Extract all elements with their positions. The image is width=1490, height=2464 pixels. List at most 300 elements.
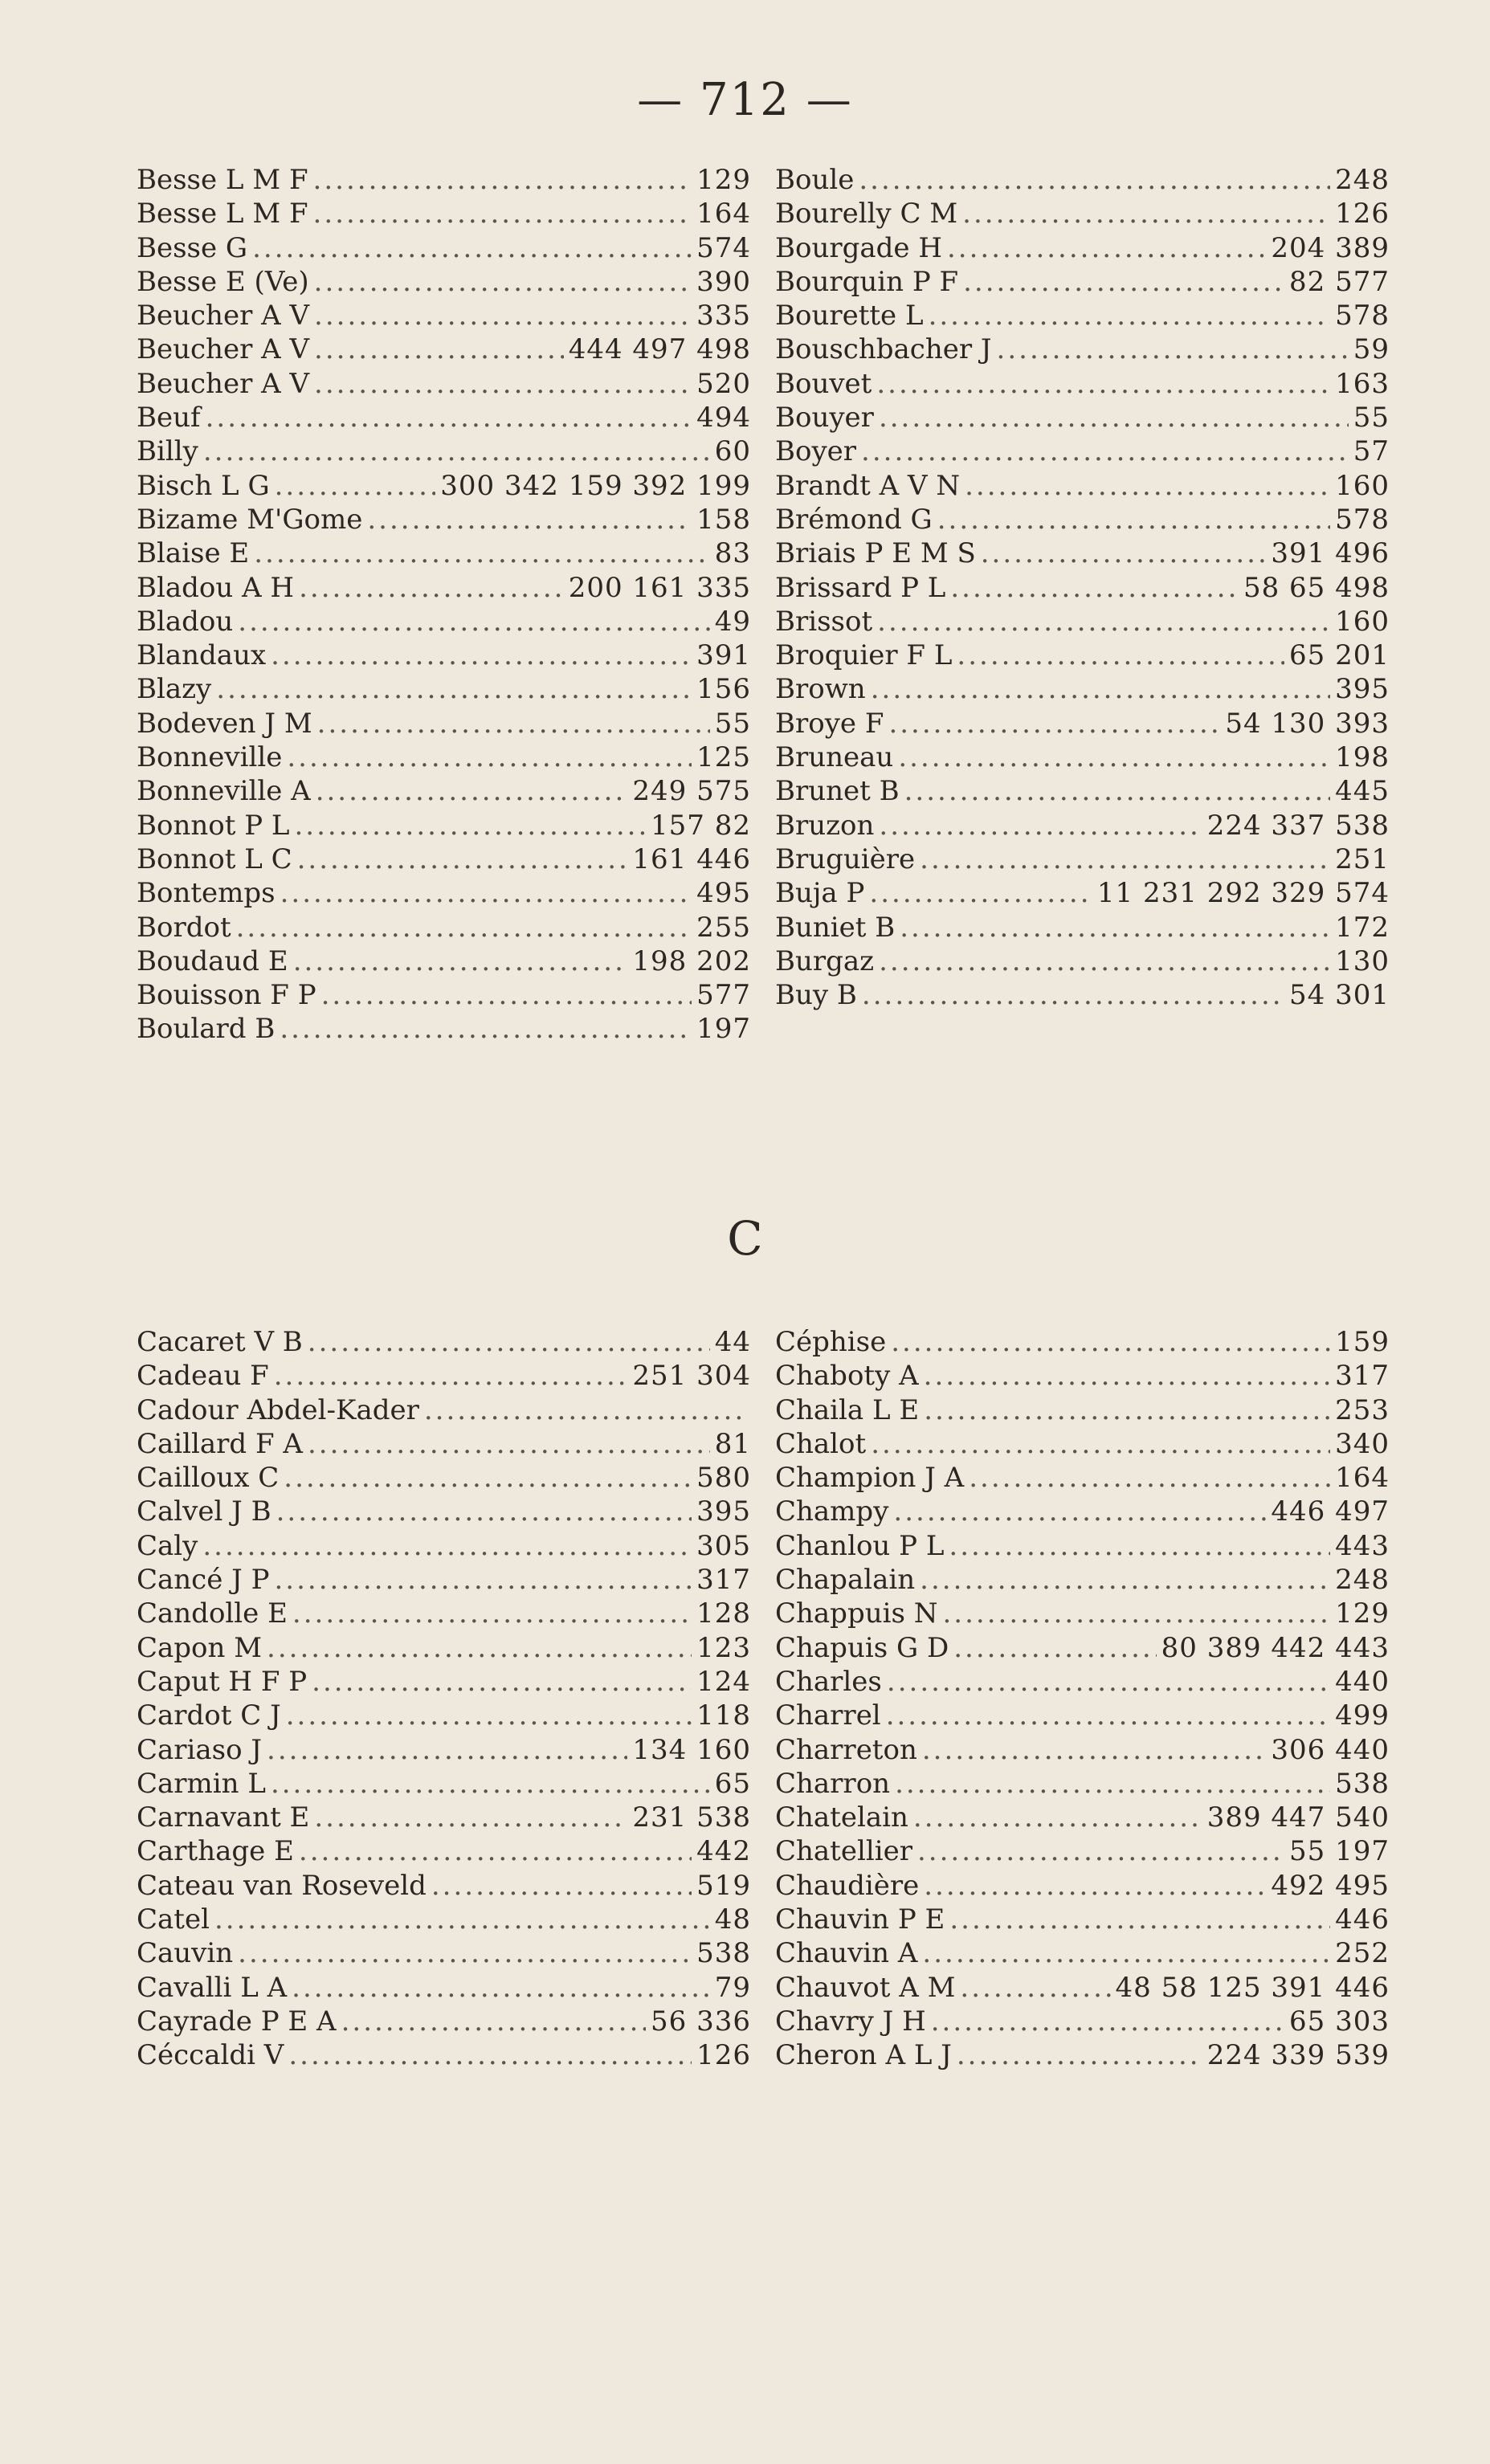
- entry-name: Boyer: [775, 435, 857, 468]
- entry-pages: 58 65 498: [1243, 571, 1390, 604]
- index-entry: [137, 469, 751, 503]
- entry-name: Besse G: [137, 231, 248, 264]
- dot-leader: [887, 1665, 1330, 1699]
- dot-leader: [957, 2038, 1202, 2072]
- dot-leader: [308, 1427, 710, 1461]
- entry-pages: 231 538: [632, 1801, 751, 1834]
- index-entry: [137, 809, 751, 842]
- entry-name: Capon M: [137, 1631, 263, 1664]
- index-entry: [137, 571, 751, 605]
- entry-pages: 252: [1335, 1937, 1390, 1970]
- dot-leader: [314, 1801, 627, 1834]
- index-entry: [137, 299, 751, 332]
- entry-name: Bouyer: [775, 402, 874, 434]
- entry-name: Boulard B: [137, 1013, 276, 1046]
- dot-leader: [963, 265, 1284, 299]
- entry-pages: 60: [714, 435, 751, 468]
- dot-leader: [252, 231, 692, 265]
- dot-leader: [900, 911, 1330, 944]
- entry-pages: 200 161 335: [568, 571, 751, 604]
- index-entry: [137, 740, 751, 774]
- index-entry: [775, 978, 1390, 1012]
- entry-name: Buniet B: [775, 911, 896, 944]
- dot-leader: [904, 774, 1330, 808]
- index-entry: [137, 1495, 751, 1528]
- dot-leader: [895, 1767, 1330, 1801]
- entry-name: Chalot: [775, 1427, 867, 1460]
- entry-name: Carnavant E: [137, 1801, 310, 1834]
- dot-leader: [917, 1834, 1284, 1868]
- entry-name: Charles: [775, 1665, 882, 1698]
- entry-name: Cadour Abdel-Kader: [137, 1393, 419, 1426]
- entry-name: Bonnot P L: [137, 809, 290, 842]
- dot-leader: [949, 1903, 1330, 1936]
- index-entry: [137, 944, 751, 978]
- entry-name: Céphise: [775, 1326, 887, 1358]
- dot-leader: [317, 707, 710, 740]
- entry-name: Bruguière: [775, 842, 916, 875]
- dot-leader: [238, 1936, 692, 1970]
- entry-name: Buja P: [775, 877, 865, 910]
- index-entry: [775, 1597, 1390, 1630]
- dot-leader: [931, 2005, 1284, 2038]
- dot-leader: [206, 401, 692, 434]
- entry-pages: 57: [1353, 435, 1390, 468]
- entry-name: Carthage E: [137, 1835, 294, 1868]
- dot-leader: [913, 1801, 1202, 1834]
- dot-leader: [893, 1495, 1266, 1528]
- entry-name: Carmin L: [137, 1767, 266, 1800]
- dot-leader: [937, 503, 1330, 536]
- entry-pages: 538: [696, 1937, 751, 1970]
- entry-pages: 130: [1335, 944, 1390, 977]
- entry-pages: 520: [696, 367, 751, 400]
- entry-name: Brown: [775, 673, 866, 706]
- entry-pages: 118: [696, 1699, 751, 1732]
- index-entry: [137, 1971, 751, 2005]
- index-entry: [137, 2038, 751, 2072]
- entry-pages: 395: [696, 1495, 751, 1528]
- entry-name: Besse E (Ve): [137, 265, 309, 298]
- entry-name: Chanlou P L: [775, 1529, 945, 1562]
- entry-name: Bourelly C M: [775, 198, 958, 230]
- entry-name: Cariaso J: [137, 1733, 263, 1766]
- dot-leader: [286, 1699, 692, 1732]
- dot-leader: [299, 1834, 692, 1868]
- dot-leader: [886, 1699, 1330, 1732]
- entry-name: Bouvet: [775, 367, 872, 400]
- dot-leader: [924, 1359, 1330, 1393]
- entry-name: Bisch L G: [137, 469, 270, 502]
- entry-pages: 445: [1335, 775, 1390, 808]
- entry-pages: 134 160: [632, 1733, 751, 1766]
- entry-pages: 156: [696, 673, 751, 706]
- entry-name: Brissard P L: [775, 571, 946, 604]
- dot-leader: [924, 1393, 1330, 1427]
- entry-pages: 519: [696, 1869, 751, 1902]
- entry-name: Chaudière: [775, 1869, 920, 1902]
- entry-name: Brunet B: [775, 775, 900, 808]
- entry-pages: 55: [1353, 402, 1390, 434]
- dot-leader: [962, 197, 1330, 230]
- entry-name: Bontemps: [137, 877, 276, 910]
- entry-pages: 128: [696, 1597, 751, 1630]
- entry-pages: 390: [696, 265, 751, 298]
- entry-name: Cheron A L J: [775, 2039, 952, 2072]
- entry-pages: 65 303: [1289, 2005, 1390, 2038]
- index-entry: [775, 605, 1390, 638]
- entry-name: Briais P E M S: [775, 537, 976, 570]
- index-entry: [137, 231, 751, 265]
- entry-name: Bladou: [137, 605, 234, 638]
- entry-name: Caly: [137, 1529, 198, 1562]
- entry-name: Cancé J P: [137, 1564, 270, 1597]
- entry-pages: 538: [1335, 1767, 1390, 1800]
- index-entry: [775, 842, 1390, 876]
- entry-name: Chatellier: [775, 1835, 912, 1868]
- entry-pages: 391: [696, 639, 751, 672]
- entry-name: Chaila L E: [775, 1393, 920, 1426]
- entry-name: Bouisson F P: [137, 979, 316, 1012]
- index-entry: [137, 434, 751, 468]
- dot-leader: [953, 1631, 1156, 1665]
- entry-name: Céccaldi V: [137, 2039, 284, 2072]
- entry-name: Caput H F P: [137, 1665, 308, 1698]
- index-entry: [137, 842, 751, 876]
- dot-leader: [431, 1869, 692, 1903]
- index-entry: [775, 638, 1390, 672]
- entry-pages: 578: [1335, 503, 1390, 536]
- entry-pages: 224 337 538: [1206, 809, 1390, 842]
- dot-leader: [284, 1461, 692, 1495]
- index-entry: [137, 876, 751, 910]
- index-entry: [775, 1665, 1390, 1699]
- entry-name: Cavalli L A: [137, 1971, 288, 2004]
- section-letter: C: [727, 1211, 763, 1266]
- entry-pages: 163: [1335, 367, 1390, 400]
- dot-leader: [997, 332, 1349, 366]
- entry-pages: 159: [1335, 1326, 1390, 1358]
- dot-leader: [313, 197, 692, 230]
- dot-leader: [292, 1597, 692, 1630]
- dot-leader: [274, 1563, 692, 1597]
- index-entry: [137, 1631, 751, 1665]
- dot-leader: [299, 571, 564, 605]
- entry-name: Chauvin P E: [775, 1903, 945, 1936]
- index-entry: [137, 1834, 751, 1868]
- entry-pages: 317: [1335, 1360, 1390, 1393]
- index-entry: [775, 197, 1390, 230]
- entry-name: Candolle E: [137, 1597, 288, 1630]
- index-entry: [137, 1563, 751, 1597]
- dot-leader: [871, 672, 1330, 706]
- entry-name: Bourquin P F: [775, 265, 959, 298]
- entry-name: Cateau van Roseveld: [137, 1869, 427, 1902]
- dot-leader: [294, 809, 646, 842]
- entry-name: Burgaz: [775, 944, 875, 977]
- entry-name: Bonneville A: [137, 775, 311, 808]
- index-entry: [137, 911, 751, 944]
- entry-name: Champy: [775, 1495, 889, 1528]
- page-number: — 712 —: [637, 74, 853, 126]
- index-entry: [137, 605, 751, 638]
- entry-pages: 81: [714, 1427, 751, 1460]
- dot-leader: [965, 469, 1330, 503]
- entry-pages: 204 389: [1271, 231, 1390, 264]
- index-entry: [137, 707, 751, 740]
- index-entry: [775, 774, 1390, 808]
- dot-leader: [292, 1971, 710, 2005]
- entry-pages: 48: [714, 1903, 751, 1936]
- index-entry: [137, 503, 751, 536]
- entry-pages: 56 336: [651, 2005, 751, 2038]
- entry-pages: 198: [1335, 741, 1390, 774]
- index-entry: [137, 1012, 751, 1046]
- index-entry: [775, 367, 1390, 401]
- dot-leader: [288, 2038, 692, 2072]
- entry-pages: 129: [1335, 1597, 1390, 1630]
- dot-leader: [877, 605, 1330, 638]
- index-entry: [137, 265, 751, 299]
- dot-leader: [280, 1012, 692, 1046]
- dot-leader: [267, 1733, 627, 1767]
- entry-pages: 335: [696, 300, 751, 332]
- dot-leader: [314, 367, 692, 401]
- entry-pages: 172: [1335, 911, 1390, 944]
- index-entry: [775, 1631, 1390, 1665]
- index-entry: [775, 401, 1390, 434]
- dot-leader: [271, 1767, 710, 1801]
- dot-leader: [267, 1631, 692, 1665]
- index-entry: [137, 1801, 751, 1834]
- index-entry: [137, 1733, 751, 1767]
- entry-pages: 124: [696, 1665, 751, 1698]
- entry-name: Brandt A V N: [775, 469, 961, 502]
- dot-leader: [275, 469, 436, 503]
- index-entry: [137, 978, 751, 1012]
- entry-name: Catel: [137, 1903, 210, 1936]
- entry-pages: 224 339 539: [1206, 2039, 1390, 2072]
- entry-name: Bonneville: [137, 741, 283, 774]
- entry-name: Blazy: [137, 673, 212, 706]
- entry-pages: 317: [696, 1564, 751, 1597]
- dot-leader: [274, 1359, 628, 1393]
- dot-leader: [969, 1461, 1330, 1495]
- dot-leader: [947, 231, 1266, 265]
- entry-pages: 492 495: [1271, 1869, 1390, 1902]
- index-entry: [137, 332, 751, 366]
- entry-name: Brémond G: [775, 503, 933, 536]
- index-entry: [775, 434, 1390, 468]
- entry-pages: 389 447 540: [1206, 1801, 1390, 1834]
- index-entry: [775, 1733, 1390, 1767]
- index-entry: [775, 2005, 1390, 2038]
- dot-leader: [287, 740, 692, 774]
- entry-pages: 164: [1335, 1462, 1390, 1495]
- entry-pages: 395: [1335, 673, 1390, 706]
- entry-pages: 125: [696, 741, 751, 774]
- entry-name: Chauvot A M: [775, 1971, 956, 2004]
- entry-name: Besse L M F: [137, 198, 308, 230]
- index-entry: [137, 536, 751, 570]
- entry-pages: 65 201: [1289, 639, 1390, 672]
- dot-leader: [949, 1529, 1330, 1563]
- index-entry: [775, 707, 1390, 740]
- index-entry: [137, 774, 751, 808]
- index-column-top-left: [137, 163, 751, 1046]
- entry-pages: 391 496: [1271, 537, 1390, 570]
- index-entry: [775, 503, 1390, 536]
- dot-leader: [202, 1529, 692, 1563]
- entry-pages: 54 130 393: [1225, 707, 1390, 740]
- dot-leader: [312, 1665, 692, 1699]
- entry-pages: 55: [714, 707, 751, 740]
- entry-pages: 577: [696, 979, 751, 1012]
- entry-pages: 44: [714, 1326, 751, 1358]
- entry-name: Bruzon: [775, 809, 875, 842]
- entry-pages: 164: [696, 198, 751, 230]
- dot-leader: [862, 978, 1284, 1012]
- index-column-top-right: [775, 163, 1390, 1012]
- index-entry: [775, 1461, 1390, 1495]
- index-entry: [775, 740, 1390, 774]
- dot-leader: [957, 638, 1284, 672]
- entry-pages: 83: [714, 537, 751, 570]
- entry-pages: 249 575: [632, 775, 751, 808]
- entry-pages: 248: [1335, 164, 1390, 196]
- dot-leader: [879, 401, 1349, 434]
- index-entry: [775, 231, 1390, 265]
- index-entry: [775, 1393, 1390, 1427]
- dot-leader: [214, 1903, 710, 1936]
- index-entry: [775, 944, 1390, 978]
- index-entry: [137, 401, 751, 434]
- dot-leader: [341, 2005, 646, 2038]
- entry-name: Blandaux: [137, 639, 267, 672]
- dot-leader: [297, 842, 628, 876]
- entry-name: Broquier F L: [775, 639, 953, 672]
- entry-name: Bourette L: [775, 300, 924, 332]
- entry-pages: 248: [1335, 1564, 1390, 1597]
- index-entry: [775, 1427, 1390, 1461]
- index-entry: [775, 1529, 1390, 1563]
- entry-name: Caillard F A: [137, 1427, 303, 1460]
- index-entry: [137, 2005, 751, 2038]
- index-entry: [137, 1699, 751, 1732]
- index-entry: [137, 672, 751, 706]
- index-entry: [775, 469, 1390, 503]
- entry-pages: 158: [696, 503, 751, 536]
- index-entry: [137, 367, 751, 401]
- entry-name: Bourgade H: [775, 231, 942, 264]
- dot-leader: [869, 876, 1092, 910]
- entry-name: Bladou A H: [137, 571, 295, 604]
- index-entry: [137, 1359, 751, 1393]
- entry-name: Beucher A V: [137, 367, 310, 400]
- entry-pages: 578: [1335, 300, 1390, 332]
- entry-pages: 443: [1335, 1529, 1390, 1562]
- entry-name: Besse L M F: [137, 164, 308, 196]
- dot-leader: [943, 1597, 1331, 1630]
- dot-leader: [859, 163, 1330, 197]
- entry-pages: 251: [1335, 842, 1390, 875]
- index-entry: [775, 1325, 1390, 1359]
- entry-pages: 494: [696, 402, 751, 434]
- entry-name: Chapalain: [775, 1564, 916, 1597]
- entry-name: Charrel: [775, 1699, 881, 1732]
- entry-name: Blaise E: [137, 537, 250, 570]
- dot-leader: [203, 434, 710, 468]
- entry-pages: 197: [696, 1013, 751, 1046]
- dot-leader: [879, 809, 1202, 842]
- entry-name: Buy B: [775, 979, 857, 1012]
- entry-name: Beuf: [137, 402, 201, 434]
- dot-leader: [314, 299, 692, 332]
- entry-pages: 300 342 159 392 199: [440, 469, 751, 502]
- index-entry: [137, 1597, 751, 1630]
- entry-name: Cailloux C: [137, 1462, 280, 1495]
- index-entry: [775, 1767, 1390, 1801]
- entry-name: Chauvin A: [775, 1937, 918, 1970]
- dot-leader: [367, 503, 692, 536]
- dot-leader: [950, 571, 1239, 605]
- dot-leader: [314, 265, 692, 299]
- index-entry: [775, 1563, 1390, 1597]
- index-entry: [137, 1393, 751, 1427]
- dot-leader: [321, 978, 692, 1012]
- index-column-bottom-left: [137, 1325, 751, 2073]
- entry-name: Bodeven J M: [137, 707, 312, 740]
- index-entry: [137, 1529, 751, 1563]
- entry-pages: 82 577: [1289, 265, 1390, 298]
- entry-name: Boule: [775, 164, 855, 196]
- entry-pages: 126: [696, 2039, 751, 2072]
- entry-pages: 442: [696, 1835, 751, 1868]
- index-entry: [775, 1971, 1390, 2005]
- entry-name: Beucher A V: [137, 333, 310, 366]
- index-entry: [137, 1869, 751, 1903]
- index-entry: [775, 1834, 1390, 1868]
- entry-pages: 160: [1335, 469, 1390, 502]
- index-entry: [775, 1495, 1390, 1528]
- index-entry: [775, 672, 1390, 706]
- dot-leader: [280, 876, 692, 910]
- index-entry: [775, 1936, 1390, 1970]
- dot-leader: [922, 1936, 1330, 1970]
- dot-leader: [922, 1733, 1267, 1767]
- index-entry: [775, 299, 1390, 332]
- entry-pages: 161 446: [632, 842, 751, 875]
- entry-pages: 80 389 442 443: [1161, 1631, 1390, 1664]
- dot-leader: [929, 299, 1331, 332]
- entry-pages: 55 197: [1289, 1835, 1390, 1868]
- index-entry: [775, 1359, 1390, 1393]
- entry-name: Champion J A: [775, 1462, 965, 1495]
- entry-pages: 49: [714, 605, 751, 638]
- dot-leader: [316, 774, 628, 808]
- index-entry: [775, 332, 1390, 366]
- index-entry: [137, 638, 751, 672]
- entry-name: Bizame M'Gome: [137, 503, 363, 536]
- index-entry: [137, 1665, 751, 1699]
- entry-pages: 198 202: [632, 944, 751, 977]
- entry-name: Charreton: [775, 1733, 917, 1766]
- entry-pages: 11 231 292 329 574: [1096, 877, 1390, 910]
- index-entry: [775, 1699, 1390, 1732]
- index-entry: [775, 1869, 1390, 1903]
- index-entry: [775, 536, 1390, 570]
- dot-leader: [313, 163, 692, 197]
